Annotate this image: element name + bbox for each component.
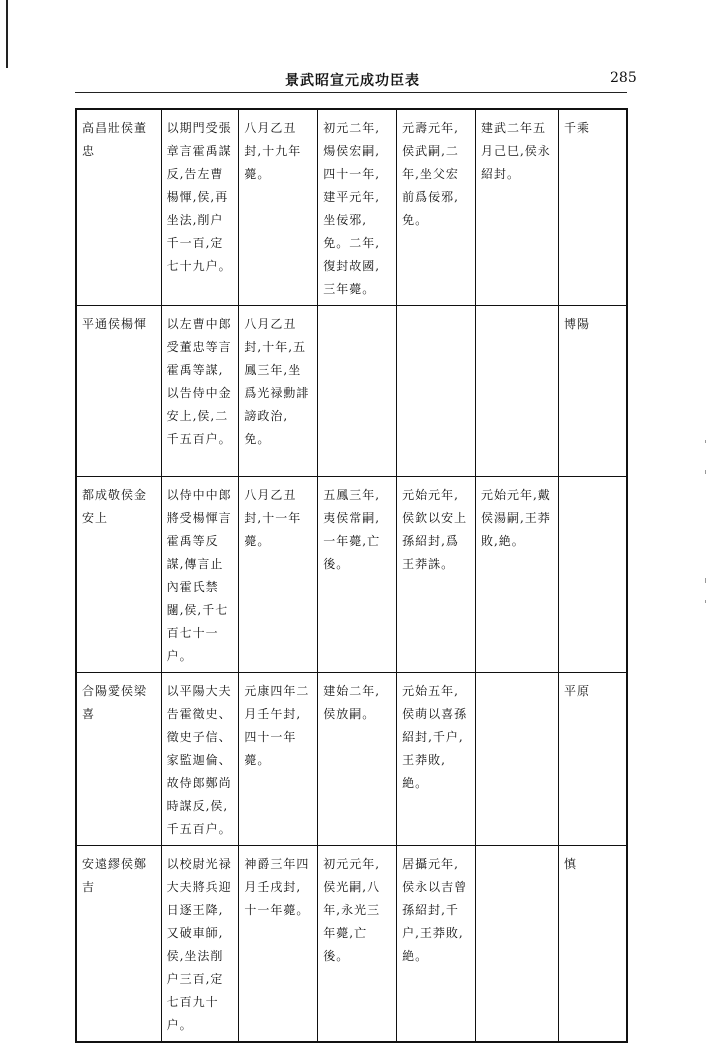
enfeoffment-cell: 八月乙丑封,十一年薨。 (239, 477, 318, 673)
son-cell (318, 306, 397, 477)
location-cell: 博陽 (558, 306, 627, 477)
location-cell (558, 477, 627, 673)
marquis-name-cell: 高昌壯侯董忠 (76, 109, 161, 306)
scan-speck (705, 578, 706, 583)
great-grandson-cell (475, 673, 558, 846)
great-grandson-cell (475, 306, 558, 477)
great-grandson-cell (475, 846, 558, 1043)
marquis-name-cell: 平通侯楊惲 (76, 306, 161, 477)
table-row (76, 109, 627, 306)
grandson-cell: 元始五年,侯萌以喜孫紹封,千户,王莽敗,絶。 (397, 673, 476, 846)
enfeoffment-cell: 八月乙丑封,十九年薨。 (239, 109, 318, 306)
scan-speck (705, 600, 706, 603)
son-cell: 初元元年,侯光嗣,八年,永光三年薨,亡後。 (318, 846, 397, 1043)
meritorious-officials-table (75, 108, 628, 1043)
marquis-name-cell: 安遠繆侯鄭吉 (76, 846, 161, 1043)
merit-cell: 以左曹中郎受董忠等言霍禹等謀,以告侍中金安上,侯,二千五百户。 (161, 306, 239, 477)
grandson-cell: 元壽元年,侯武嗣,二年,坐父宏前爲佞邪,免。 (397, 109, 476, 306)
grandson-cell: 元始元年,侯欽以安上孫紹封,爲王莽誅。 (397, 477, 476, 673)
header-rule (75, 92, 627, 93)
marquis-name-cell: 合陽愛侯梁喜 (76, 673, 161, 846)
merit-cell: 以期門受張章言霍禹謀反,告左曹楊惲,侯,再坐法,削户千一百,定七十九户。 (161, 109, 239, 306)
marquis-name-cell: 都成敬侯金安上 (76, 477, 161, 673)
merit-cell: 以侍中中郎將受楊惲言霍禹等反謀,傳言止內霍氏禁闥,侯,千七百七十一户。 (161, 477, 239, 673)
page-number: 285 (610, 70, 637, 86)
enfeoffment-cell: 神爵三年四月壬戌封,十一年薨。 (239, 846, 318, 1043)
grandson-cell: 居攝元年,侯永以吉曾孫紹封,千户,王莽敗,絶。 (397, 846, 476, 1043)
table-row (76, 846, 627, 1043)
table-row (76, 306, 627, 477)
table-row (76, 477, 627, 673)
location-cell: 平原 (558, 673, 627, 846)
enfeoffment-cell: 元康四年二月壬午封,四十一年薨。 (239, 673, 318, 846)
enfeoffment-cell: 八月乙丑封,十年,五鳳三年,坐爲光禄勳誹謗政治,免。 (239, 306, 318, 477)
scan-speck (705, 440, 706, 443)
location-cell: 千乘 (558, 109, 627, 306)
table-row (76, 673, 627, 846)
page-edge-rule (6, 0, 8, 68)
merit-cell: 以校尉光禄大夫將兵迎日逐王降,又破車師,侯,坐法削户三百,定七百九十户。 (161, 846, 239, 1043)
page-header-title: 景武昭宣元成功臣表 (285, 73, 420, 89)
grandson-cell (397, 306, 476, 477)
son-cell: 初元二年,煬侯宏嗣,四十一年,建平元年,坐佞邪,免。二年,復封故國,三年薨。 (318, 109, 397, 306)
merit-cell: 以平陽大夫告霍徵史、徵史子信、家監迦倫、故侍郎鄭尚時謀反,侯,千五百户。 (161, 673, 239, 846)
great-grandson-cell: 建武二年五月己巳,侯永紹封。 (475, 109, 558, 306)
scan-speck (705, 470, 706, 474)
great-grandson-cell: 元始元年,戴侯湯嗣,王莽敗,絶。 (475, 477, 558, 673)
son-cell: 五鳳三年,夷侯常嗣,一年薨,亡後。 (318, 477, 397, 673)
son-cell: 建始二年,侯放嗣。 (318, 673, 397, 846)
location-cell: 慎 (558, 846, 627, 1043)
